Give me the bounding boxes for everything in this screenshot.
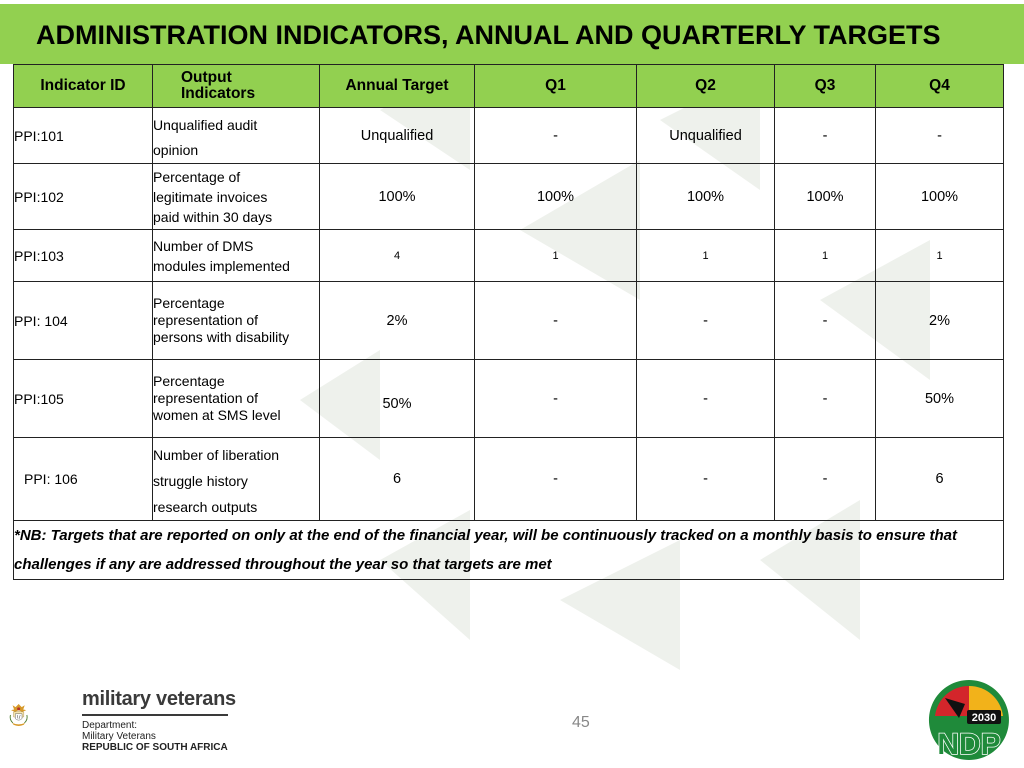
table-header-row [14, 65, 1004, 108]
cell-q3: 1 [775, 230, 876, 282]
cell-q4: 6 [876, 438, 1004, 521]
col-header-q3: Q3 [775, 65, 876, 108]
page-title: ADMINISTRATION INDICATORS, ANNUAL AND QUARTERLY TARGETS [36, 20, 941, 50]
col-header-annual-target: Annual Target [320, 65, 475, 108]
cell-annual-target: 4 [320, 230, 475, 282]
ndp-year: 2030 [971, 712, 997, 724]
cell-annual-target: Unqualified [320, 108, 475, 164]
targets-table [13, 64, 1004, 580]
cell-q4: 100% [876, 164, 1004, 230]
col-header-output-line1: Output [181, 69, 232, 86]
org-title: military veterans [82, 688, 236, 710]
table-row [14, 438, 1004, 521]
org-line-military-veterans: Military Veterans [82, 731, 156, 742]
org-line-country: REPUBLIC OF SOUTH AFRICA [82, 742, 228, 753]
cell-output-line: Percentage of [153, 168, 241, 185]
cell-q4: 50% [876, 360, 1004, 438]
table-row [14, 108, 1004, 164]
org-rule [82, 714, 228, 716]
cell-q1: 100% [475, 164, 637, 230]
cell-q3: - [775, 282, 876, 360]
col-header-q4: Q4 [876, 65, 1004, 108]
cell-indicator-id: PPI:105 [14, 360, 153, 438]
org-line-department: Department: [82, 720, 138, 731]
cell-q2: - [637, 360, 775, 438]
cell-output-line: persons with disability [153, 329, 290, 345]
cell-output-indicator [153, 438, 320, 521]
cell-indicator-id: PPI:101 [14, 108, 153, 164]
cell-q3: - [775, 438, 876, 521]
cell-q2: 1 [637, 230, 775, 282]
table-row [14, 360, 1004, 438]
cell-output-indicator [153, 360, 320, 438]
col-header-q1: Q1 [475, 65, 637, 108]
cell-q2: 100% [637, 164, 775, 230]
cell-q3: - [775, 360, 876, 438]
cell-q1: - [475, 282, 637, 360]
cell-indicator-id: PPI:103 [14, 230, 153, 282]
cell-output-indicator [153, 282, 320, 360]
cell-output-line: Percentage [153, 295, 225, 311]
cell-output-line: Percentage [153, 373, 225, 389]
col-header-indicator-id: Indicator ID [14, 65, 153, 108]
cell-q1: 1 [475, 230, 637, 282]
table-row [14, 282, 1004, 360]
cell-output-line: representation of [153, 312, 259, 328]
cell-q1: - [475, 360, 637, 438]
col-header-q2: Q2 [637, 65, 775, 108]
cell-output-line: paid within 30 days [153, 208, 273, 225]
cell-q1: - [475, 438, 637, 521]
cell-q2: - [637, 438, 775, 521]
cell-output-indicator [153, 164, 320, 230]
cell-output-line: struggle history [153, 473, 248, 489]
cell-annual-target: 50% [320, 360, 475, 438]
cell-q2: - [637, 282, 775, 360]
cell-q4: - [876, 108, 1004, 164]
org-branding [82, 688, 236, 753]
cell-annual-target: 2% [320, 282, 475, 360]
col-header-output-indicators [153, 65, 320, 108]
page-number: 45 [572, 714, 590, 731]
cell-output-line: modules implemented [153, 257, 290, 274]
cell-q4: 2% [876, 282, 1004, 360]
note-row [14, 521, 1004, 580]
title-bar [0, 4, 1024, 64]
cell-output-line: Unqualified audit [153, 117, 258, 133]
cell-output-line: research outputs [153, 499, 258, 515]
cell-annual-target: 6 [320, 438, 475, 521]
cell-indicator-id: PPI: 106 [14, 438, 153, 521]
table-row [14, 230, 1004, 282]
footnote: *NB: Targets that are reported on only at the end of the financial year, will be continuously tracked on a monthly basis to ensure that challenges if any are addressed throughout the year so that targets are met [14, 521, 1004, 580]
cell-output-line: representation of [153, 390, 259, 406]
cell-indicator-id: PPI: 104 [14, 282, 153, 360]
col-header-output-line2: Indicators [181, 85, 256, 102]
cell-output-line: Number of liberation [153, 447, 280, 463]
cell-annual-target: 100% [320, 164, 475, 230]
cell-q3: - [775, 108, 876, 164]
cell-output-indicator [153, 230, 320, 282]
cell-q4: 1 [876, 230, 1004, 282]
cell-q1: - [475, 108, 637, 164]
cell-q2: Unqualified [637, 108, 775, 164]
cell-output-line: women at SMS level [153, 407, 281, 423]
cell-indicator-id: PPI:102 [14, 164, 153, 230]
ndp-logo-icon [925, 676, 1013, 760]
coat-of-arms-icon [8, 675, 78, 755]
cell-output-line: opinion [153, 142, 199, 158]
cell-q3: 100% [775, 164, 876, 230]
cell-output-line: legitimate invoices [153, 188, 268, 205]
table-row [14, 164, 1004, 230]
cell-output-line: Number of DMS [153, 237, 254, 254]
cell-output-indicator [153, 108, 320, 164]
ndp-text: NDP [937, 728, 1001, 760]
